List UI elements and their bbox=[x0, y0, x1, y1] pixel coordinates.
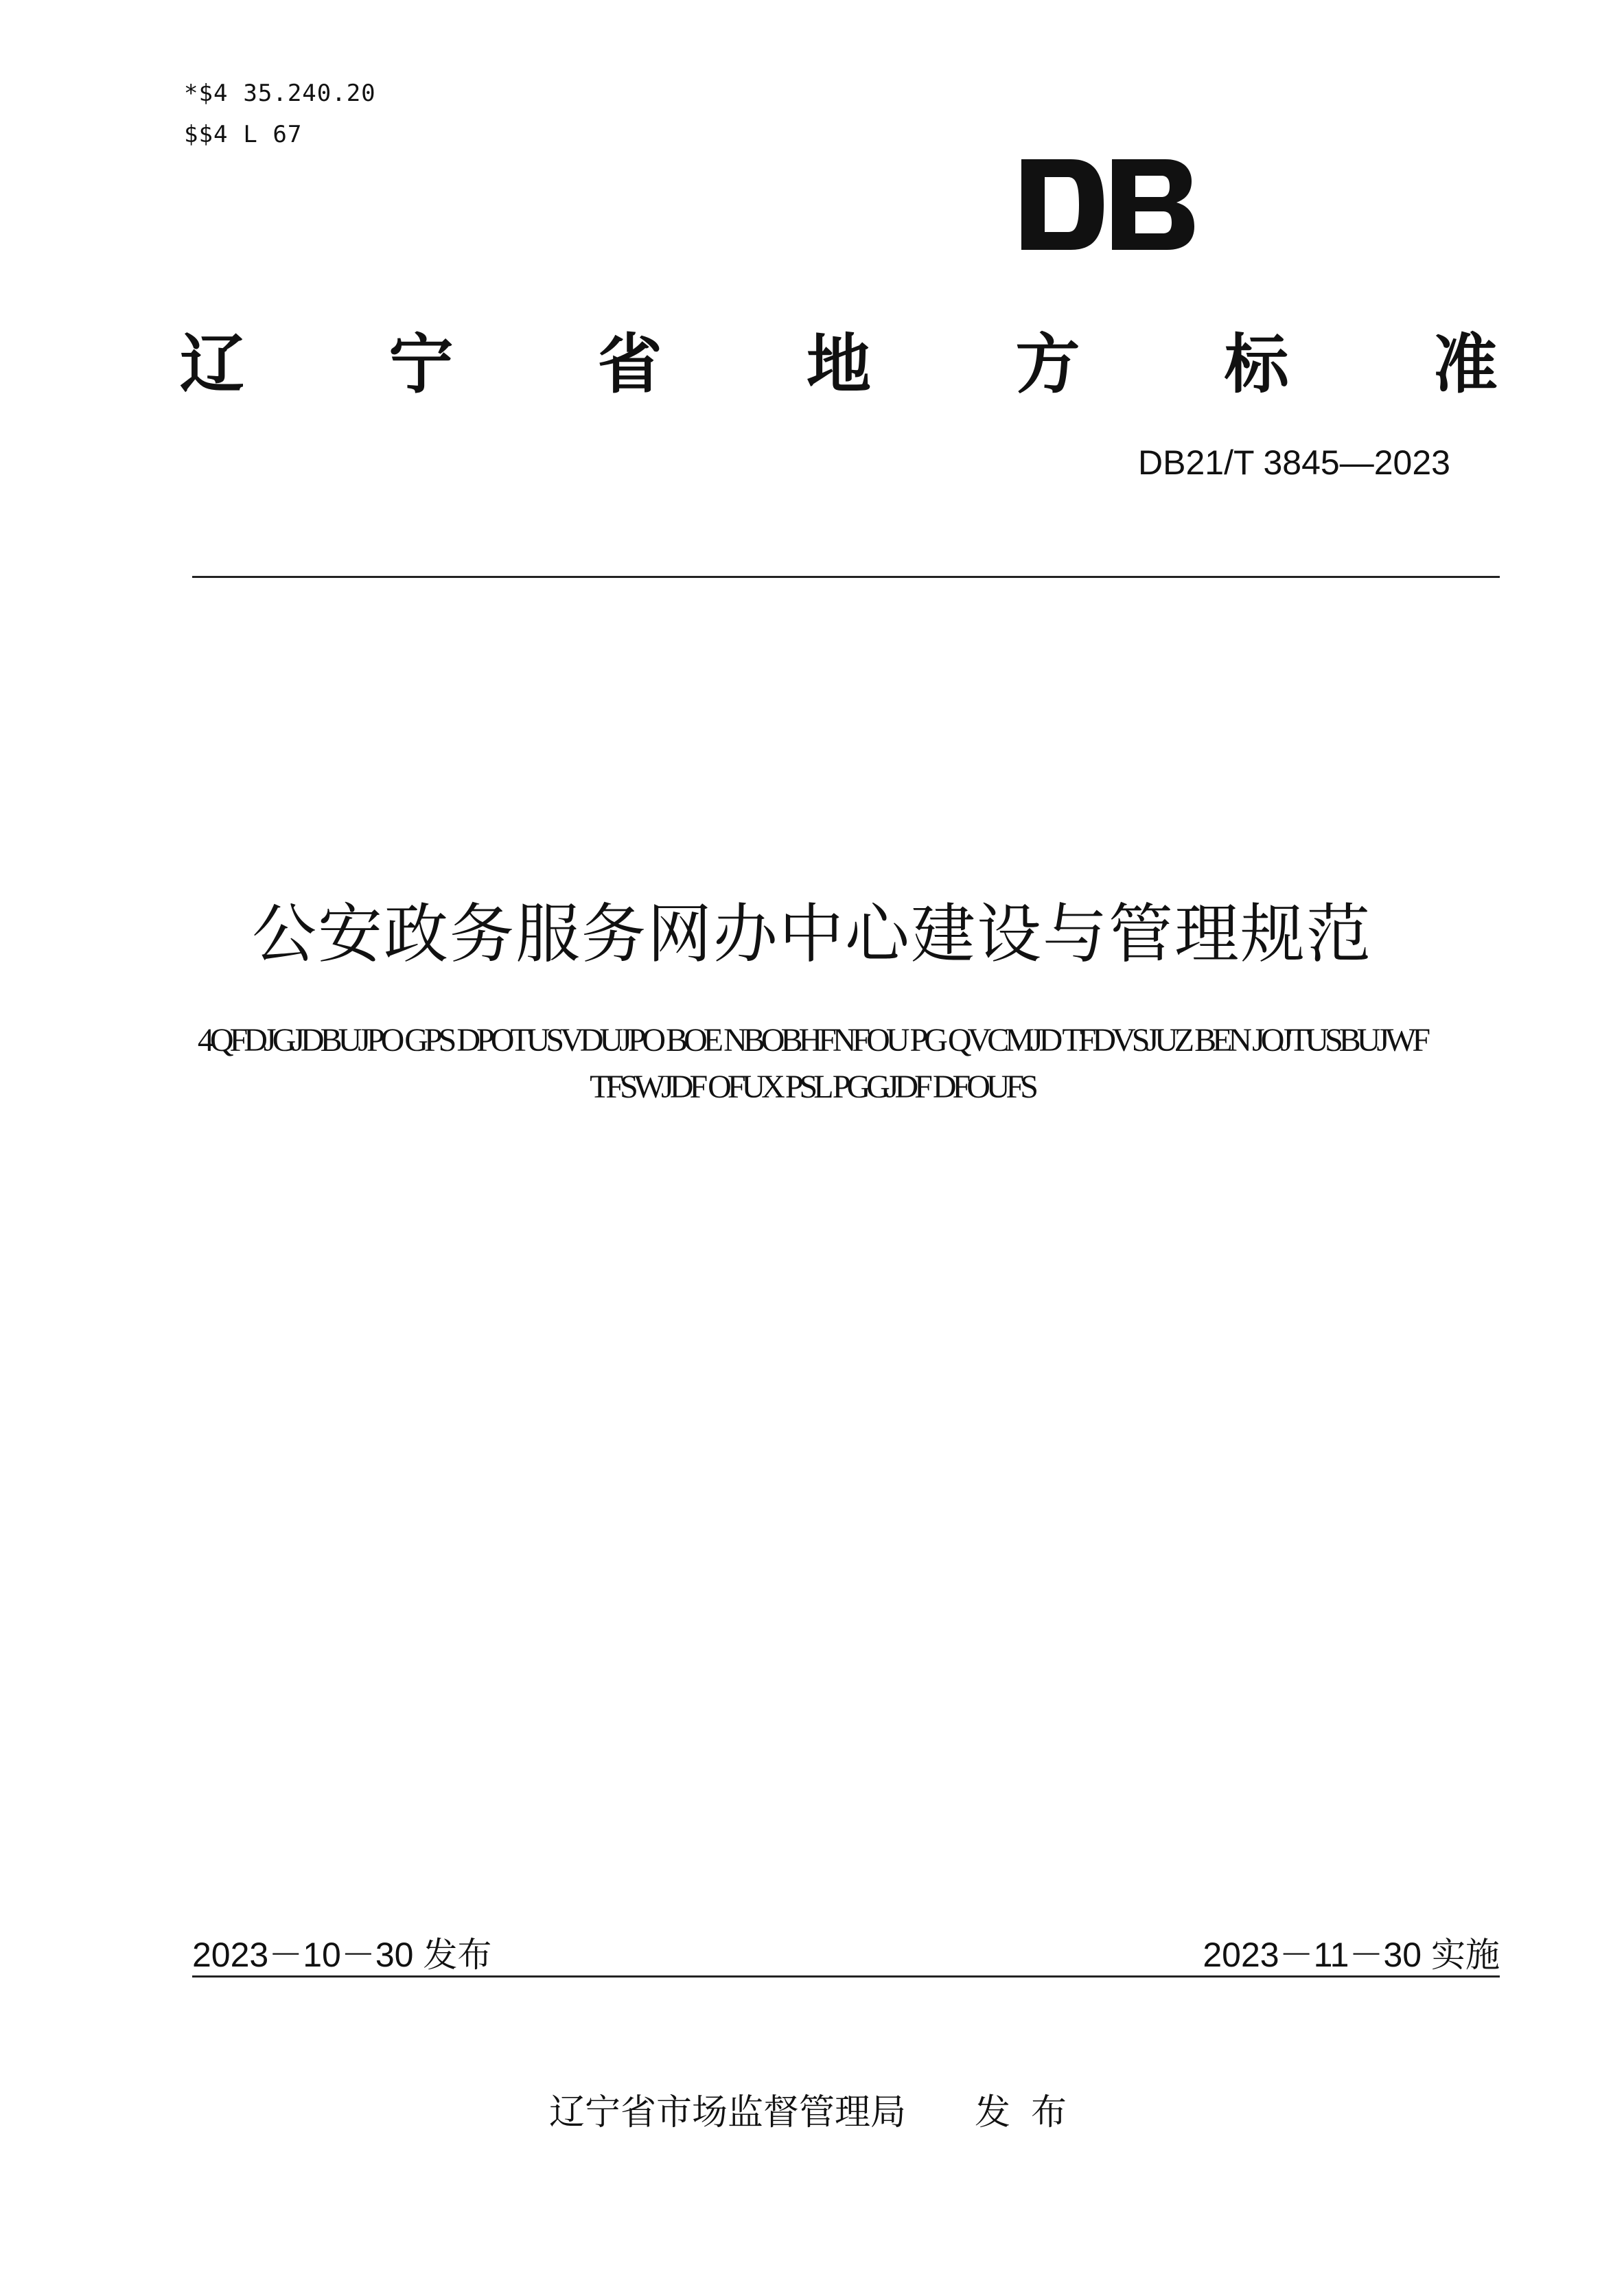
bottom-divider bbox=[192, 1975, 1500, 1978]
standard-type-char: 宁 bbox=[388, 327, 454, 402]
title-english-line-1: 4QFDJGJDBUJPO GPS DPOTUSVDUJPO BOE NBOBHFNFOU PG QVCMJD TFDVSJUZ BEN JOJTUSBUJWF bbox=[197, 1022, 1427, 1058]
db-logo-d-letter bbox=[1021, 159, 1104, 250]
db-logo bbox=[1021, 159, 1194, 250]
top-divider bbox=[192, 576, 1500, 578]
ics-code-line bbox=[184, 80, 376, 107]
standard-type-char: 标 bbox=[1224, 327, 1289, 402]
ics-code: 35.240.20 bbox=[243, 80, 376, 107]
ccs-prefix: $$4 bbox=[184, 121, 229, 148]
standard-number: DB21/T 3845—2023 bbox=[1138, 443, 1450, 482]
standard-type-char: 省 bbox=[597, 327, 662, 402]
publisher-line bbox=[549, 2083, 1087, 2135]
standard-type-char: 方 bbox=[1015, 327, 1080, 402]
title-english-line-2: TFSWJDF OFUX PSL PGGJDF DFOUFS bbox=[590, 1069, 1034, 1105]
publish-action: 发布 bbox=[975, 2092, 1088, 2133]
title-chinese: 公安政务服务网办中心建设与管理规范 bbox=[251, 897, 1372, 972]
standard-type-char: 准 bbox=[1432, 327, 1498, 402]
ics-prefix: *$4 bbox=[184, 80, 229, 107]
db-logo-b-letter bbox=[1112, 159, 1194, 250]
issue-date: 2023－10－30 发布 bbox=[192, 1936, 492, 1974]
implementation-date: 2023－11－30 实施 bbox=[1203, 1936, 1500, 1974]
publisher-name: 辽宁省市场监督管理局 bbox=[549, 2092, 907, 2133]
ccs-code: L 67 bbox=[243, 121, 303, 148]
standard-type-heading bbox=[180, 312, 1498, 405]
standard-type-char: 辽 bbox=[180, 327, 245, 402]
ccs-code-line bbox=[184, 121, 302, 148]
standard-type-char: 地 bbox=[806, 327, 871, 402]
